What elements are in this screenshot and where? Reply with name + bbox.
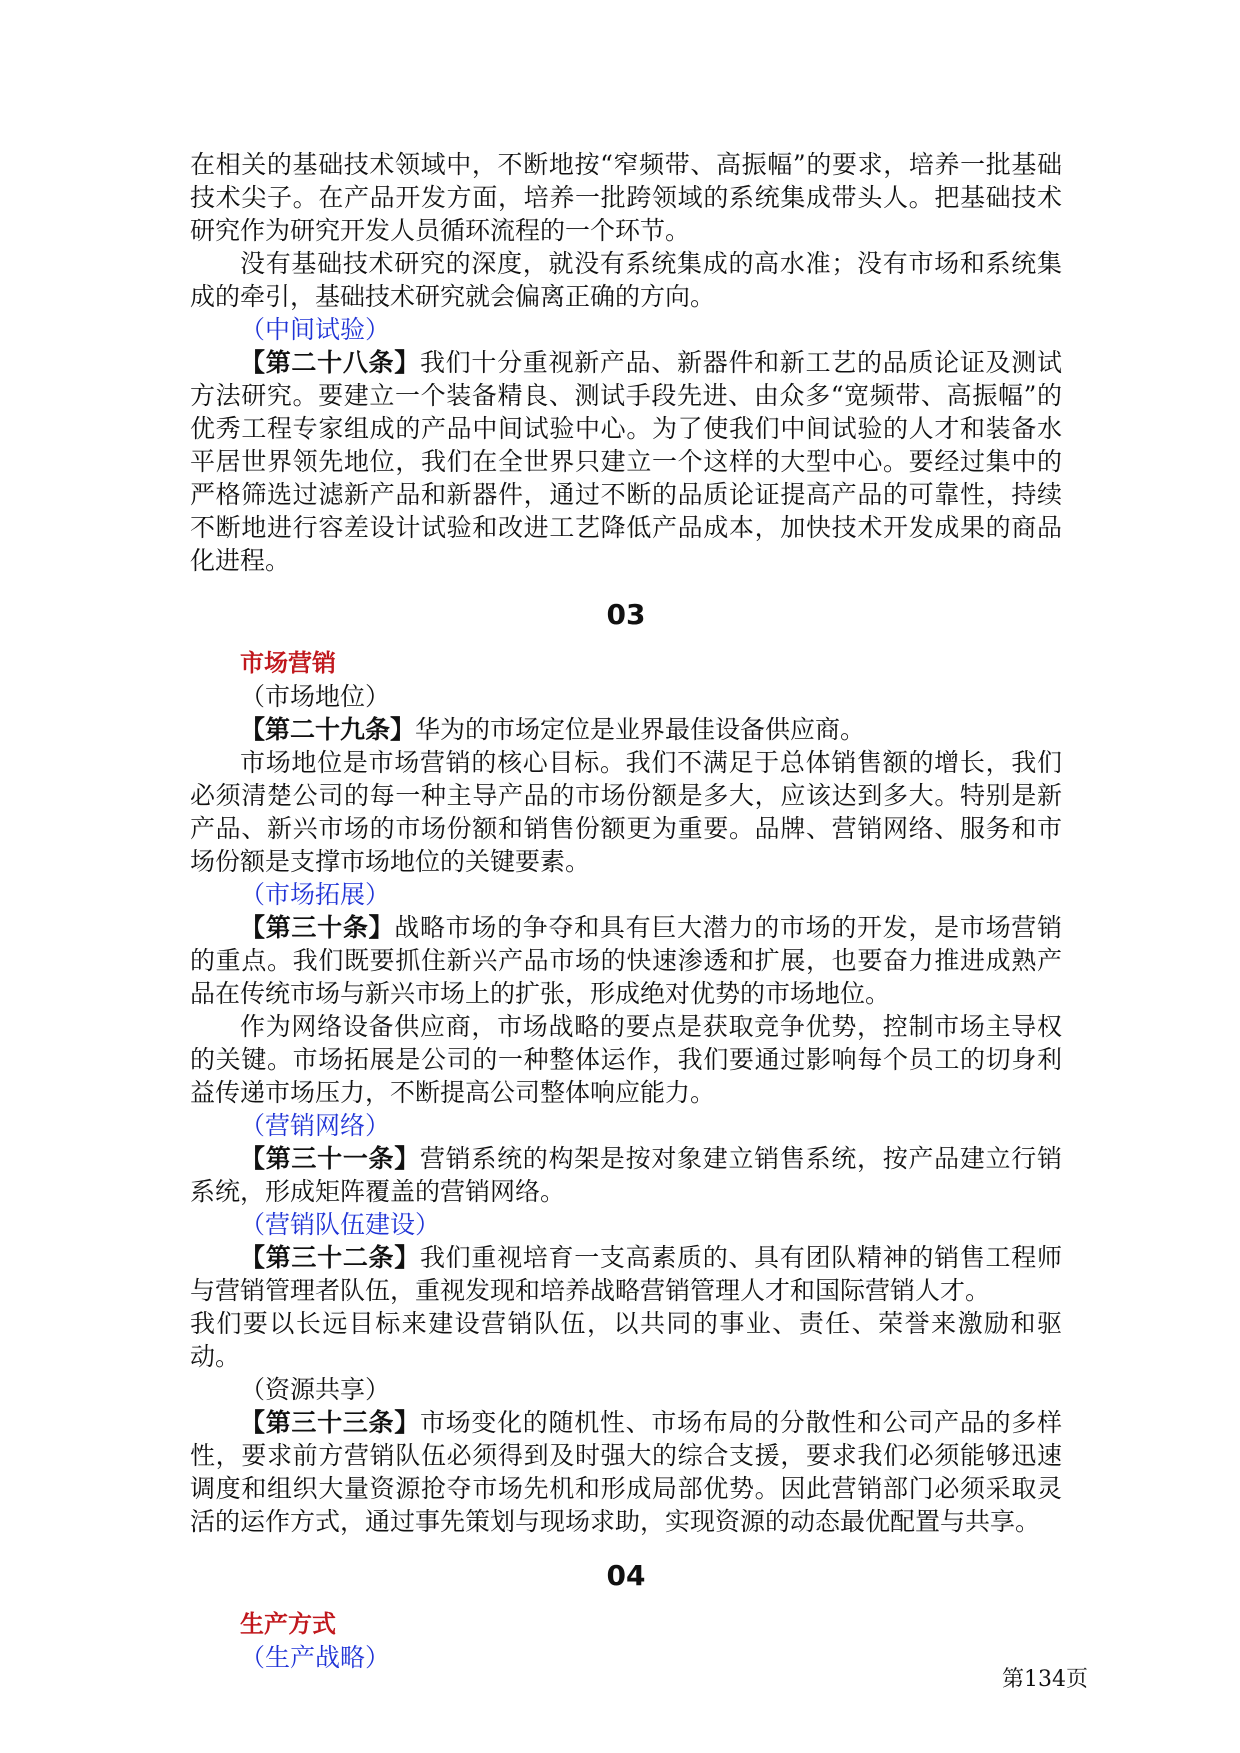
article-text: 战略市场的争夺和具有巨大潜力的市场的开发，是市场营销的重点。我们既要抓住新兴产品市场的快速渗透和扩展，也要奋力推进成熟产品在传统市场与新兴市场上的扩张，形成绝对优势的市场地位。	[190, 913, 1062, 1008]
subheading-marketing-network: （营销网络）	[240, 1111, 391, 1140]
article-text: 我们十分重视新产品、新器件和新工艺的品质论证及测试方法研究。要建立一个装备精良、测试手段先进、由众多“宽频带、高振幅”的优秀工程专家组成的产品中间试验中心。为了使我们中间试验的人才和装备水平居世界领先地位，我们在全世界只建立一个这样的大型中心。要经过集中的严格筛选过滤新产品和新器件，通过不断的品质论证提高产品的可靠性，持续不断地进行容差设计试验和改进工艺降低产品成本，加快技术开发成果的商品化进程。	[190, 348, 1062, 575]
paragraph: 没有基础技术研究的深度，就没有系统集成的高水准；没有市场和系统集成的牵引，基础技术研究就会偏离正确的方向。	[190, 249, 1062, 311]
article-29	[190, 713, 1062, 746]
article-28	[190, 346, 1062, 577]
subheading-production-strategy: （生产战略）	[240, 1643, 391, 1672]
section-number-03: 03	[606, 598, 646, 631]
subheading-resource-sharing: （资源共享）	[240, 1375, 391, 1404]
article-text: 市场变化的随机性、市场布局的分散性和公司产品的多样性，要求前方营销队伍必须得到及时强大的综合支援，要求我们必须能够迅速调度和组织大量资源抢夺市场先机和形成局部优势。因此营销部门必须采取灵活的运作方式，通过事先策划与现场求助，实现资源的动态最优配置与共享。	[190, 1408, 1062, 1536]
subheading-middle-test: （中间试验）	[240, 315, 391, 344]
subheading-market-position: （市场地位）	[240, 682, 391, 711]
paragraph: 我们要以长远目标来建设营销队伍，以共同的事业、责任、荣誉来激励和驱动。	[190, 1309, 1062, 1371]
article-label: 【第三十二条】	[240, 1243, 420, 1272]
article-label: 【第三十条】	[240, 913, 395, 942]
article-30	[190, 911, 1062, 1010]
article-text: 营销系统的构架是按对象建立销售系统，按产品建立行销系统，形成矩阵覆盖的营销网络。	[190, 1144, 1062, 1206]
article-label: 【第二十八条】	[240, 348, 420, 377]
article-32	[190, 1241, 1062, 1307]
section-title-marketing: 市场营销	[240, 649, 336, 677]
article-31	[190, 1142, 1062, 1208]
article-label: 【第三十三条】	[240, 1408, 420, 1437]
article-label: 【第二十九条】	[240, 715, 416, 744]
paragraph: 在相关的基础技术领域中，不断地按“窄频带、高振幅”的要求，培养一批基础技术尖子。在产品开发方面，培养一批跨领域的系统集成带头人。把基础技术研究作为研究开发人员循环流程的一个环节。	[190, 150, 1062, 245]
paragraph: 市场地位是市场营销的核心目标。我们不满足于总体销售额的增长，我们必须清楚公司的每一种主导产品的市场份额是多大，应该达到多大。特别是新产品、新兴市场的市场份额和销售份额更为重要。品牌、营销网络、服务和市场份额是支撑市场地位的关键要素。	[190, 748, 1062, 876]
section-title-production: 生产方式	[240, 1610, 336, 1638]
section-number-04: 04	[606, 1559, 646, 1592]
article-text: 华为的市场定位是业界最佳设备供应商。	[415, 715, 866, 744]
document-body	[190, 148, 1062, 1674]
page-number: 第134页	[1002, 1667, 1088, 1692]
article-33	[190, 1406, 1062, 1538]
subheading-team-building: （营销队伍建设）	[240, 1210, 441, 1239]
paragraph: 作为网络设备供应商，市场战略的要点是获取竞争优势，控制市场主导权的关键。市场拓展是公司的一种整体运作，我们要通过影响每个员工的切身利益传递市场压力，不断提高公司整体响应能力。	[190, 1012, 1062, 1107]
article-text: 我们重视培育一支高素质的、具有团队精神的销售工程师与营销管理者队伍，重视发现和培养战略营销管理人才和国际营销人才。	[190, 1243, 1062, 1305]
article-label: 【第三十一条】	[240, 1144, 420, 1173]
subheading-market-expansion: （市场拓展）	[240, 880, 391, 909]
